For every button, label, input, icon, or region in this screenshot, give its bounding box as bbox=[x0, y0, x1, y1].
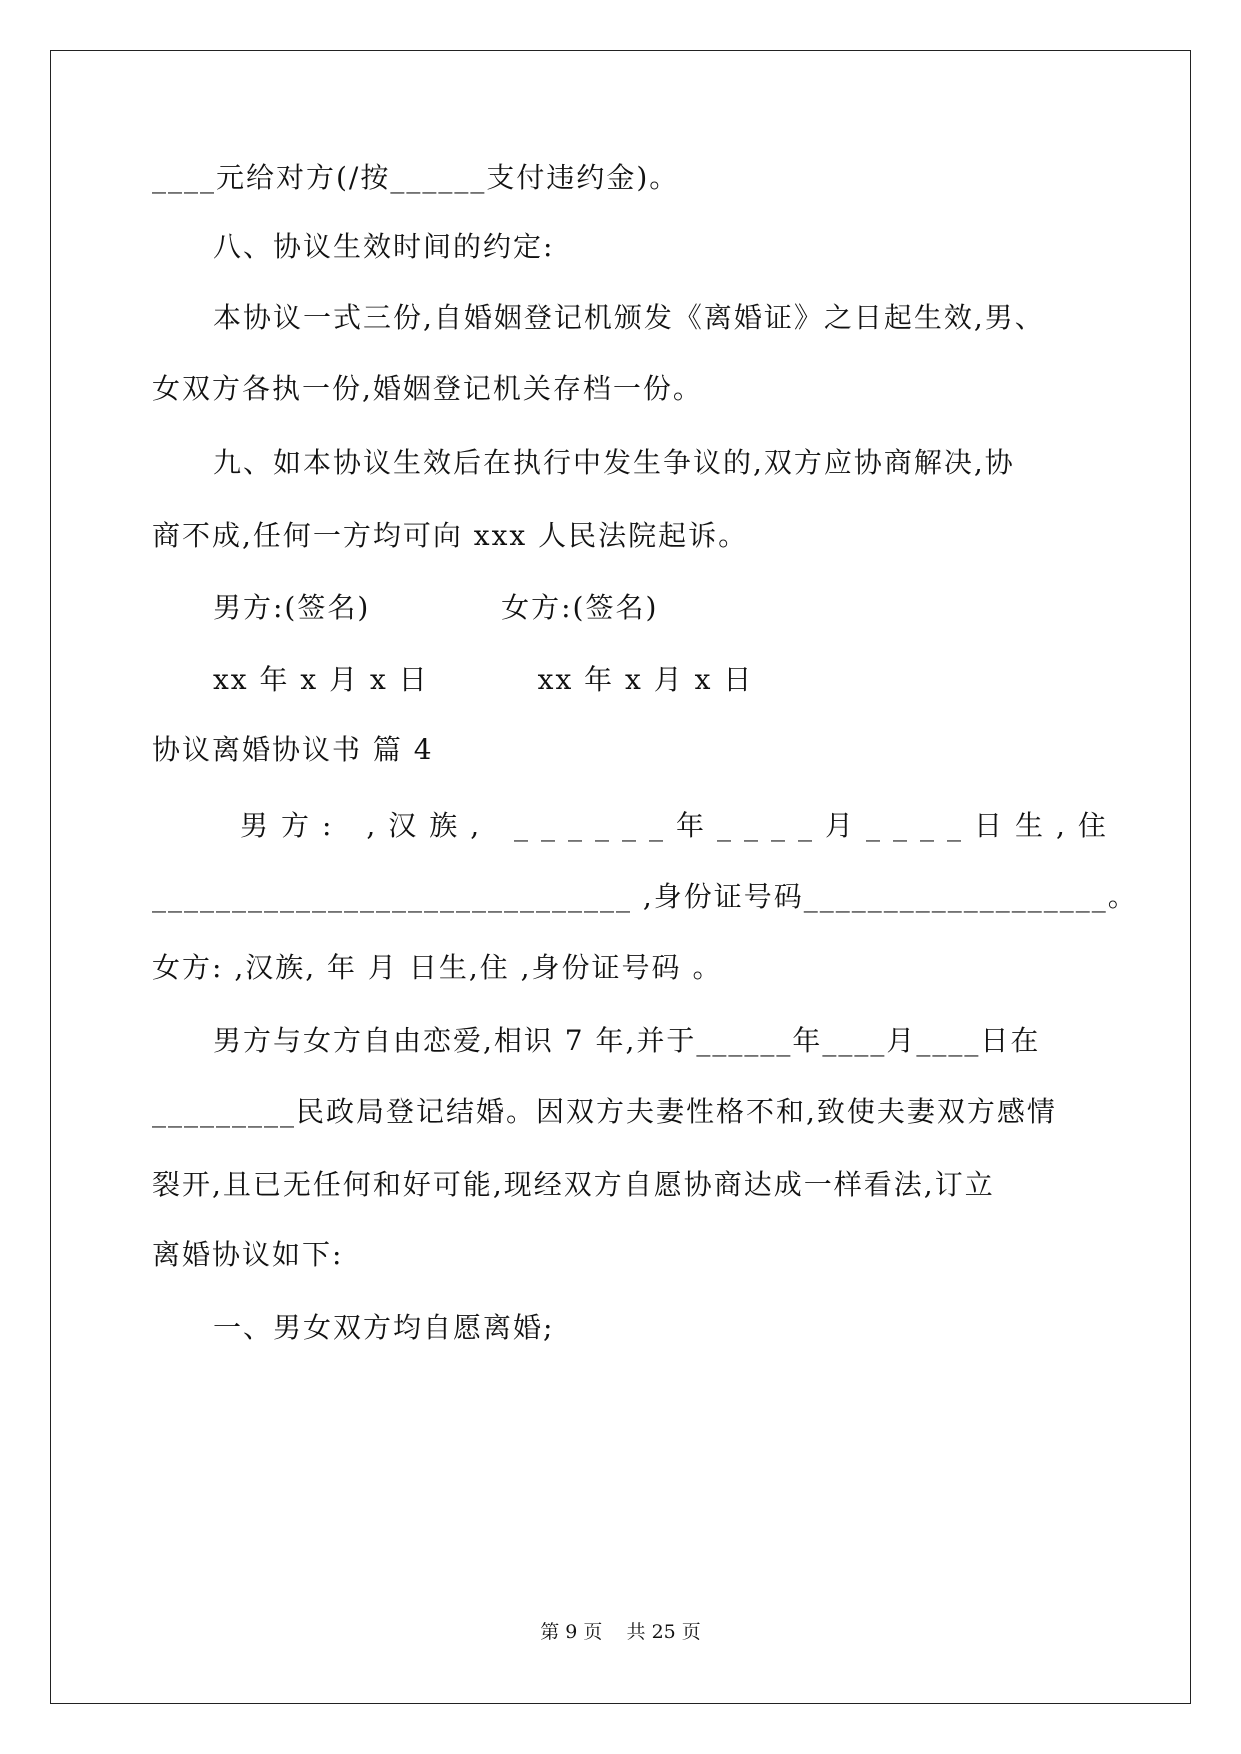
text-line: 女双方各执一份,婚姻登记机关存档一份。 bbox=[152, 372, 703, 405]
text-line: ______________________________ ,身份证号码___________________。 bbox=[152, 880, 1138, 913]
section-heading: 八、协议生效时间的约定: bbox=[213, 230, 555, 263]
text-line: 男方: ,汉族, ______年____月____日生,住 bbox=[240, 809, 1119, 842]
text-line: 九、如本协议生效后在执行中发生争议的,双方应协商解决,协 bbox=[213, 446, 1015, 479]
article-title: 协议离婚协议书 篇 4 bbox=[152, 733, 434, 766]
text-line: 本协议一式三份,自婚姻登记机颁发《离婚证》之日起生效,男、 bbox=[213, 301, 1045, 334]
text-line: ____元给对方(/按______支付违约金)。 bbox=[152, 161, 680, 194]
text-line: 裂开,且已无任何和好可能,现经双方自愿协商达成一样看法,订立 bbox=[152, 1168, 995, 1201]
section-heading: 一、男女双方均自愿离婚; bbox=[213, 1311, 555, 1344]
text-line: 商不成,任何一方均可向 xxx 人民法院起诉。 bbox=[152, 519, 749, 552]
text-line: 男方与女方自由恋爱,相识 7 年,并于______年____月____日在 bbox=[213, 1024, 1041, 1057]
text-line: 女方: ,汉族, 年 月 日生,住 ,身份证号码 。 bbox=[152, 951, 723, 984]
text-line: 离婚协议如下: bbox=[152, 1238, 344, 1271]
signature-line: 男方:(签名) 女方:(签名) bbox=[213, 591, 659, 624]
date-line: xx 年 x 月 x 日 xx 年 x 月 x 日 bbox=[213, 663, 754, 696]
page-number: 第 9 页 共 25 页 bbox=[540, 1621, 701, 1643]
text-line: _________民政局登记结婚。因双方夫妻性格不和,致使夫妻双方感情 bbox=[152, 1095, 1057, 1128]
